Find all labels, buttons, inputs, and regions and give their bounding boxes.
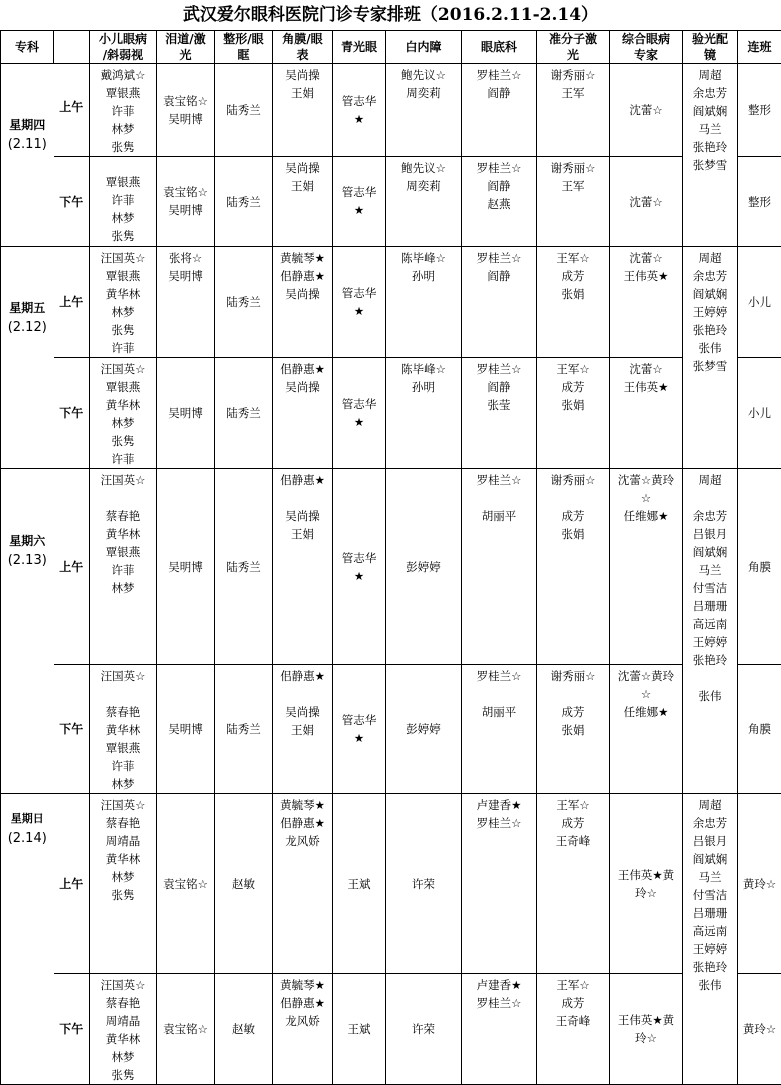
cataract-cell: 许荣 [386,794,462,974]
header-shift: 连班 [738,31,781,64]
cataract-cell: 鲍先议☆ 周奕莉 [386,64,462,157]
cornea-cell: 黄毓琴★ 佀静惠★ 吴尚操 [273,247,333,358]
cornea-cell: 吴尚操 王娟 [273,64,333,157]
day-name: 星期日 [1,809,54,829]
cataract-cell: 彭婷婷 [386,469,462,665]
excimer-cell: 谢秀丽☆ 王军 [537,64,610,157]
period-label: 上午 [54,64,90,157]
day-date: (2.12) [1,318,54,338]
shift-cell: 小儿 [738,247,781,358]
header-excimer: 准分子激 光 [537,31,610,64]
retina-cell: 卢建香★ 罗桂兰☆ [462,794,537,974]
glaucoma-cell: 管志华 ★ [333,358,386,469]
optometry-cell: 周超 余忠芳 吕银月 阎斌娴 马兰 付雪洁 吕珊珊 高远南 王婷婷 张艳玲 张伟 [683,469,738,794]
optometry-cell: 周超 余忠芳 阎斌娴 马兰 张艳玲 张梦雪 [683,64,738,247]
pediatric-cell: 汪国英☆ 蔡春艳 黄华林 覃银燕 许菲 林梦 [90,665,157,794]
header-period [54,31,90,64]
pediatric-cell: 汪国英☆ 覃银燕 黄华林 林梦 张隽 许菲 [90,358,157,469]
cataract-cell: 鲍先议☆ 周奕莉 [386,157,462,247]
plastic-cell: 陆秀兰 [215,358,273,469]
pediatric-cell: 汪国英☆ 蔡春艳 周靖晶 黄华林 林梦 张隽 [90,794,157,974]
table-row [1,469,781,665]
table-row [1,64,781,157]
excimer-cell: 王军☆ 成芳 张娟 [537,247,610,358]
pediatric-cell: 汪国英☆ 蔡春艳 黄华林 覃银燕 许菲 林梦 [90,469,157,665]
day-cell [1,64,54,247]
day-date: (2.14) [1,829,54,849]
table-row [1,794,781,974]
retina-cell: 罗桂兰☆ 胡丽平 [462,469,537,665]
shift-cell: 整形 [738,64,781,157]
cornea-cell: 吴尚操 王娟 [273,157,333,247]
cornea-cell: 佀静惠★ 吴尚操 王娟 [273,469,333,665]
table-row [1,665,781,794]
retina-cell: 卢建香★ 罗桂兰☆ [462,974,537,1085]
header-optometry: 验光配 镜 [683,31,738,64]
schedule-table [0,30,781,1085]
lacrimal-cell: 吴明博 [157,469,215,665]
day-cell [1,469,54,794]
glaucoma-cell: 王斌 [333,794,386,974]
lacrimal-cell: 袁宝铭☆ 吴明博 [157,157,215,247]
header-plastic: 整形/眼 眶 [215,31,273,64]
cornea-cell: 黄毓琴★ 佀静惠★ 龙风娇 [273,974,333,1085]
day-cell [1,247,54,469]
pediatric-cell: 汪国英☆ 覃银燕 黄华林 林梦 张隽 许菲 [90,247,157,358]
retina-cell: 罗桂兰☆ 阎静 张莹 [462,358,537,469]
cataract-cell: 许荣 [386,974,462,1085]
general-cell: 王伟英★黄 玲☆ [610,794,683,974]
plastic-cell: 陆秀兰 [215,157,273,247]
cornea-cell: 佀静惠★ 吴尚操 王娟 [273,665,333,794]
header-lacrimal: 泪道/激 光 [157,31,215,64]
period-label: 下午 [54,974,90,1085]
glaucoma-cell: 王斌 [333,974,386,1085]
glaucoma-cell: 管志华 ★ [333,247,386,358]
general-cell: 沈蕾☆ [610,157,683,247]
day-name: 星期四 [1,115,54,135]
pediatric-cell: 戴鸿斌☆ 覃银燕 许菲 林梦 张隽 [90,64,157,157]
optometry-cell: 周超 余忠芳 吕银月 阎斌娴 马兰 付雪洁 吕珊珊 高远南 王婷婷 张艳玲 张伟 [683,794,738,1085]
header-cataract: 白内障 [386,31,462,64]
header-row [1,31,781,64]
table-row [1,358,781,469]
day-date: (2.11) [1,135,54,155]
general-cell: 王伟英★黄 玲☆ [610,974,683,1085]
day-cell [1,794,54,1085]
excimer-cell: 王军☆ 成芳 张娟 [537,358,610,469]
excimer-cell: 谢秀丽☆ 成芳 张娟 [537,469,610,665]
shift-cell: 黄玲☆ [738,974,781,1085]
retina-cell: 罗桂兰☆ 阎静 [462,64,537,157]
excimer-cell: 王军☆ 成芳 王奇峰 [537,794,610,974]
retina-cell: 罗桂兰☆ 阎静 赵燕 [462,157,537,247]
cataract-cell: 陈毕峰☆ 孙明 [386,247,462,358]
excimer-cell: 谢秀丽☆ 成芳 张娟 [537,665,610,794]
glaucoma-cell: 管志华 ★ [333,665,386,794]
general-cell: 沈蕾☆ 王伟英★ [610,247,683,358]
day-name: 星期五 [1,298,54,318]
header-glaucoma: 青光眼 [333,31,386,64]
retina-cell: 罗桂兰☆ 胡丽平 [462,665,537,794]
plastic-cell: 陆秀兰 [215,665,273,794]
excimer-cell: 王军☆ 成芳 王奇峰 [537,974,610,1085]
retina-cell: 罗桂兰☆ 阎静 [462,247,537,358]
pediatric-cell: 汪国英☆ 蔡春艳 周靖晶 黄华林 林梦 张隽 [90,974,157,1085]
page-title: 武汉爱尔眼科医院门诊专家排班（2016.2.11-2.14） [0,0,781,30]
glaucoma-cell: 管志华 ★ [333,64,386,157]
period-label: 上午 [54,469,90,665]
cornea-cell: 佀静惠★ 吴尚操 [273,358,333,469]
header-general: 综合眼病 专家 [610,31,683,64]
table-row [1,247,781,358]
general-cell: 沈蕾☆黄玲 ☆ 任维娜★ [610,469,683,665]
period-label: 下午 [54,358,90,469]
shift-cell: 黄玲☆ [738,794,781,974]
period-label: 下午 [54,665,90,794]
plastic-cell: 赵敏 [215,794,273,974]
plastic-cell: 陆秀兰 [215,469,273,665]
table-row [1,974,781,1085]
cornea-cell: 黄毓琴★ 佀静惠★ 龙风娇 [273,794,333,974]
general-cell: 沈蕾☆ 王伟英★ [610,358,683,469]
plastic-cell: 赵敏 [215,974,273,1085]
period-label: 上午 [54,247,90,358]
pediatric-cell: 覃银燕 许菲 林梦 张隽 [90,157,157,247]
header-cornea: 角膜/眼 表 [273,31,333,64]
plastic-cell: 陆秀兰 [215,64,273,157]
shift-cell: 整形 [738,157,781,247]
day-name: 星期六 [1,531,54,551]
lacrimal-cell: 张将☆ 吴明博 [157,247,215,358]
period-label: 上午 [54,794,90,974]
shift-cell: 小儿 [738,358,781,469]
general-cell: 沈蕾☆ [610,64,683,157]
day-date: (2.13) [1,551,54,571]
excimer-cell: 谢秀丽☆ 王军 [537,157,610,247]
glaucoma-cell: 管志华 ★ [333,469,386,665]
cataract-cell: 陈毕峰☆ 孙明 [386,358,462,469]
header-pediatric: 小儿眼病 /斜弱视 [90,31,157,64]
header-specialty: 专科 [1,31,54,64]
lacrimal-cell: 吴明博 [157,665,215,794]
glaucoma-cell: 管志华 ★ [333,157,386,247]
lacrimal-cell: 袁宝铭☆ 吴明博 [157,64,215,157]
lacrimal-cell: 袁宝铭☆ [157,794,215,974]
shift-cell: 角膜 [738,469,781,665]
header-retina: 眼底科 [462,31,537,64]
lacrimal-cell: 袁宝铭☆ [157,974,215,1085]
plastic-cell: 陆秀兰 [215,247,273,358]
general-cell: 沈蕾☆黄玲 ☆ 任维娜★ [610,665,683,794]
period-label: 下午 [54,157,90,247]
optometry-cell: 周超 余忠芳 阎斌娴 王婷婷 张艳玲 张伟 张梦雪 [683,247,738,469]
shift-cell: 角膜 [738,665,781,794]
lacrimal-cell: 吴明博 [157,358,215,469]
cataract-cell: 彭婷婷 [386,665,462,794]
table-row [1,157,781,247]
